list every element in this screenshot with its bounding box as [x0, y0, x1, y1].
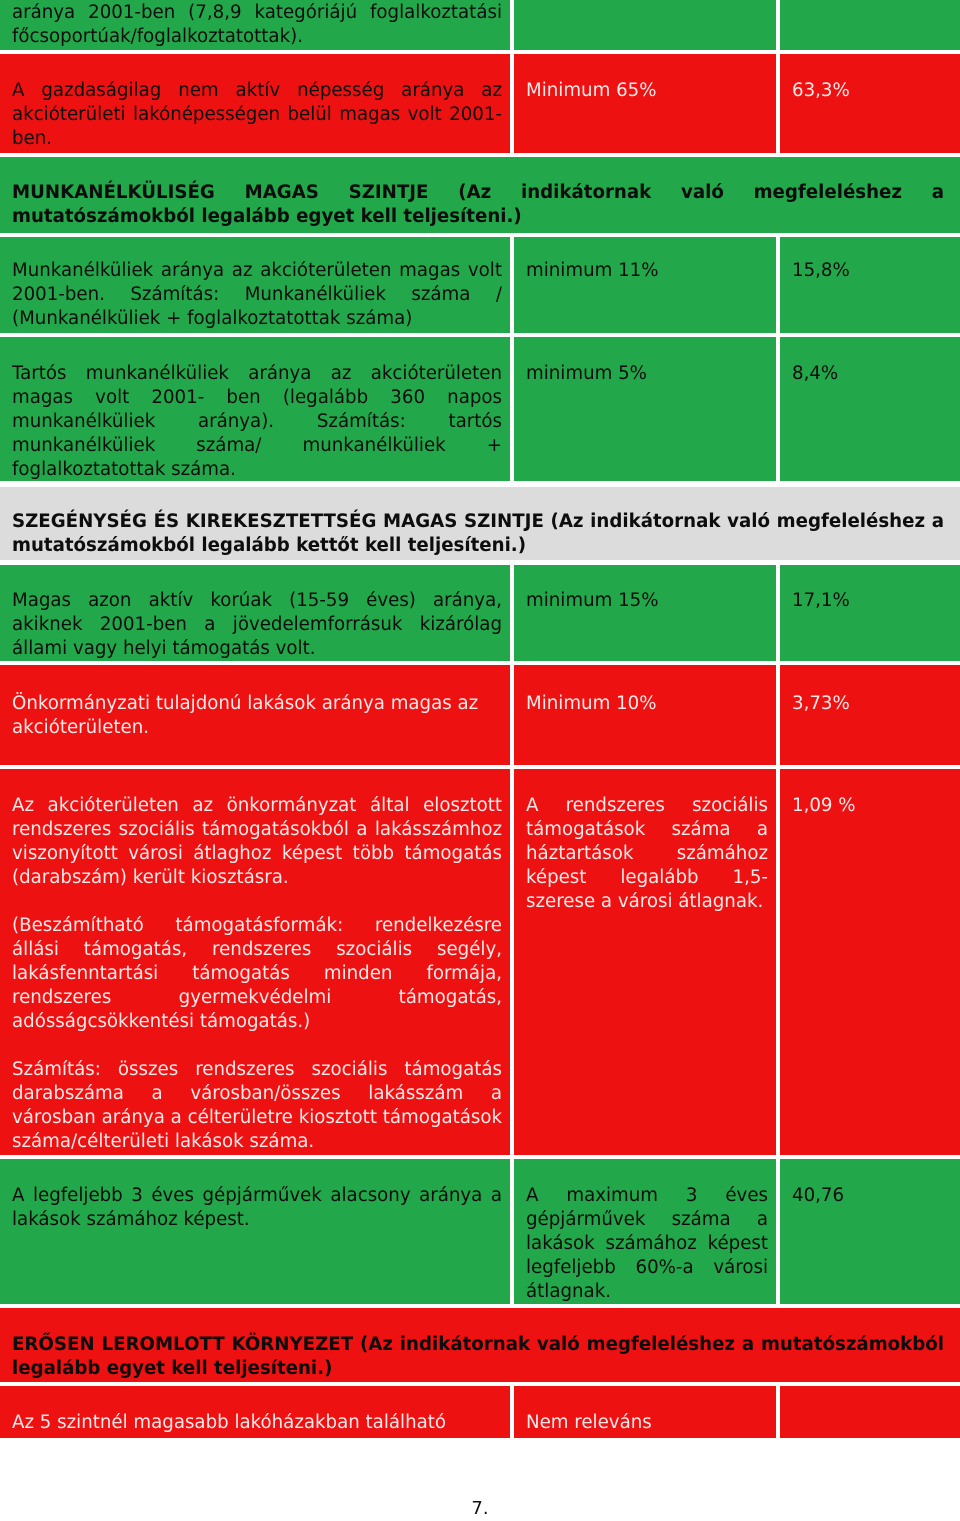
row9-label-cell: [0, 769, 510, 1155]
section-environment-title: ERŐSEN LEROMLOTT KÖRNYEZET (Az indikátornak való megfeleléshez a mutatószámokból legalább egyet kell teljesíteni.): [12, 1334, 944, 1379]
section-environment-header: [0, 1308, 960, 1382]
row2-threshold: Minimum 65%: [526, 80, 657, 101]
row7-value: 17,1%: [792, 590, 850, 611]
row8-label: Önkormányzati tulajdonú lakások aránya magas az akcióterületen.: [12, 693, 479, 738]
row5-label-cell: [0, 337, 510, 481]
row4-threshold-cell: [514, 237, 776, 333]
row9-value-cell: [780, 769, 960, 1155]
row10-threshold-cell: [514, 1159, 776, 1304]
row1-label: aránya 2001-ben (7,8,9 kategóriájú foglalkoztatási főcsoportúak/foglalkoztatottak).: [12, 2, 502, 47]
row1-threshold-cell: [514, 0, 776, 50]
row4-value: 15,8%: [792, 260, 850, 281]
row10-value-cell: [780, 1159, 960, 1304]
row7-threshold-cell: [514, 565, 776, 661]
row12-value-cell: [780, 1386, 960, 1438]
row2-value: 63,3%: [792, 80, 850, 101]
row7-value-cell: [780, 565, 960, 661]
row12-threshold-cell: [514, 1386, 776, 1438]
row10-value: 40,76: [792, 1185, 845, 1206]
section-poverty-header: [0, 487, 960, 560]
row8-value: 3,73%: [792, 693, 850, 714]
row5-threshold-cell: [514, 337, 776, 481]
row9-threshold: A rendszeres szociális támogatások száma a háztartások számához képest legalább 1,5-szerese a városi átlagnak.: [526, 795, 768, 912]
row7-threshold: minimum 15%: [526, 590, 659, 611]
row8-threshold-cell: [514, 665, 776, 765]
row1-label-cell: [0, 0, 510, 50]
row4-label-cell: [0, 237, 510, 333]
row5-threshold: minimum 5%: [526, 363, 647, 384]
row2-label: A gazdaságilag nem aktív népesség aránya az akcióterületi lakónépességen belül magas volt 2001-ben.: [12, 80, 502, 149]
row5-value-cell: [780, 337, 960, 481]
row10-label: A legfeljebb 3 éves gépjárművek alacsony aránya a lakások számához képest.: [12, 1185, 502, 1230]
row7-label-cell: [0, 565, 510, 661]
section-unemployment-header: [0, 157, 960, 233]
row9-value: 1,09 %: [792, 795, 856, 816]
row8-value-cell: [780, 665, 960, 765]
section-unemployment-title: MUNKANÉLKÜLISÉG MAGAS SZINTJE (Az indikátornak való megfeleléshez a mutatószámokból legalább egyet kell teljesíteni.): [12, 182, 944, 227]
row2-value-cell: [780, 54, 960, 153]
row5-value: 8,4%: [792, 363, 839, 384]
row2-threshold-cell: [514, 54, 776, 153]
row9-label-p3: Számítás: összes rendszeres szociális támogatás darabszáma a városban/összes lakásszám a városban aránya a célterületre kiosztott támogatások száma/célterületi lakások száma.: [12, 1059, 502, 1152]
row8-threshold: Minimum 10%: [526, 693, 657, 714]
row4-threshold: minimum 11%: [526, 260, 659, 281]
row10-label-cell: [0, 1159, 510, 1304]
row9-threshold-cell: [514, 769, 776, 1155]
row5-label: Tartós munkanélküliek aránya az akcióterületen magas volt 2001- ben (legalább 360 napos munkanélküliek aránya). Számítás: tartós munkanélküliek száma/ munkanélküliek + foglalkoztatottak száma.: [12, 363, 502, 480]
row9-label-p2: (Beszámítható támogatásformák: rendelkezésre állási támogatás, rendszeres szociális segély, lakásfenntartási támogatás minden formája, rendszeres gyermekvédelmi támogatás, adósságcsökkentési támogatás.): [12, 915, 502, 1032]
row1-value-cell: [780, 0, 960, 50]
row10-threshold: A maximum 3 éves gépjárművek száma a lakások számához képest legfeljebb 60%-a városi átlagnak.: [526, 1185, 768, 1302]
row12-label-cell: [0, 1386, 510, 1438]
row7-label: Magas azon aktív korúak (15-59 éves) aránya, akiknek 2001-ben a jövedelemforrásuk kizárólag állami vagy helyi támogatás volt.: [12, 590, 502, 659]
row12-label: Az 5 szintnél magasabb lakóházakban található: [12, 1412, 447, 1433]
row4-value-cell: [780, 237, 960, 333]
row4-label: Munkanélküliek aránya az akcióterületen magas volt 2001-ben. Számítás: Munkanélküliek száma / (Munkanélküliek + foglalkoztatottak száma): [12, 260, 502, 329]
row9-label-p1: Az akcióterületen az önkormányzat által elosztott rendszeres szociális támogatásokból a lakásszámhoz viszonyított városi átlaghoz képest több támogatás (darabszám) került kiosztásra.: [12, 795, 502, 888]
page-number: 7.: [471, 1498, 489, 1519]
row8-label-cell: [0, 665, 510, 765]
section-poverty-title: SZEGÉNYSÉG ÉS KIREKESZTETTSÉG MAGAS SZINTJE (Az indikátornak való megfeleléshez a mutatószámokból legalább kettőt kell teljesíteni.): [12, 511, 944, 556]
row12-threshold: Nem releváns: [526, 1412, 652, 1433]
row2-label-cell: [0, 54, 510, 153]
